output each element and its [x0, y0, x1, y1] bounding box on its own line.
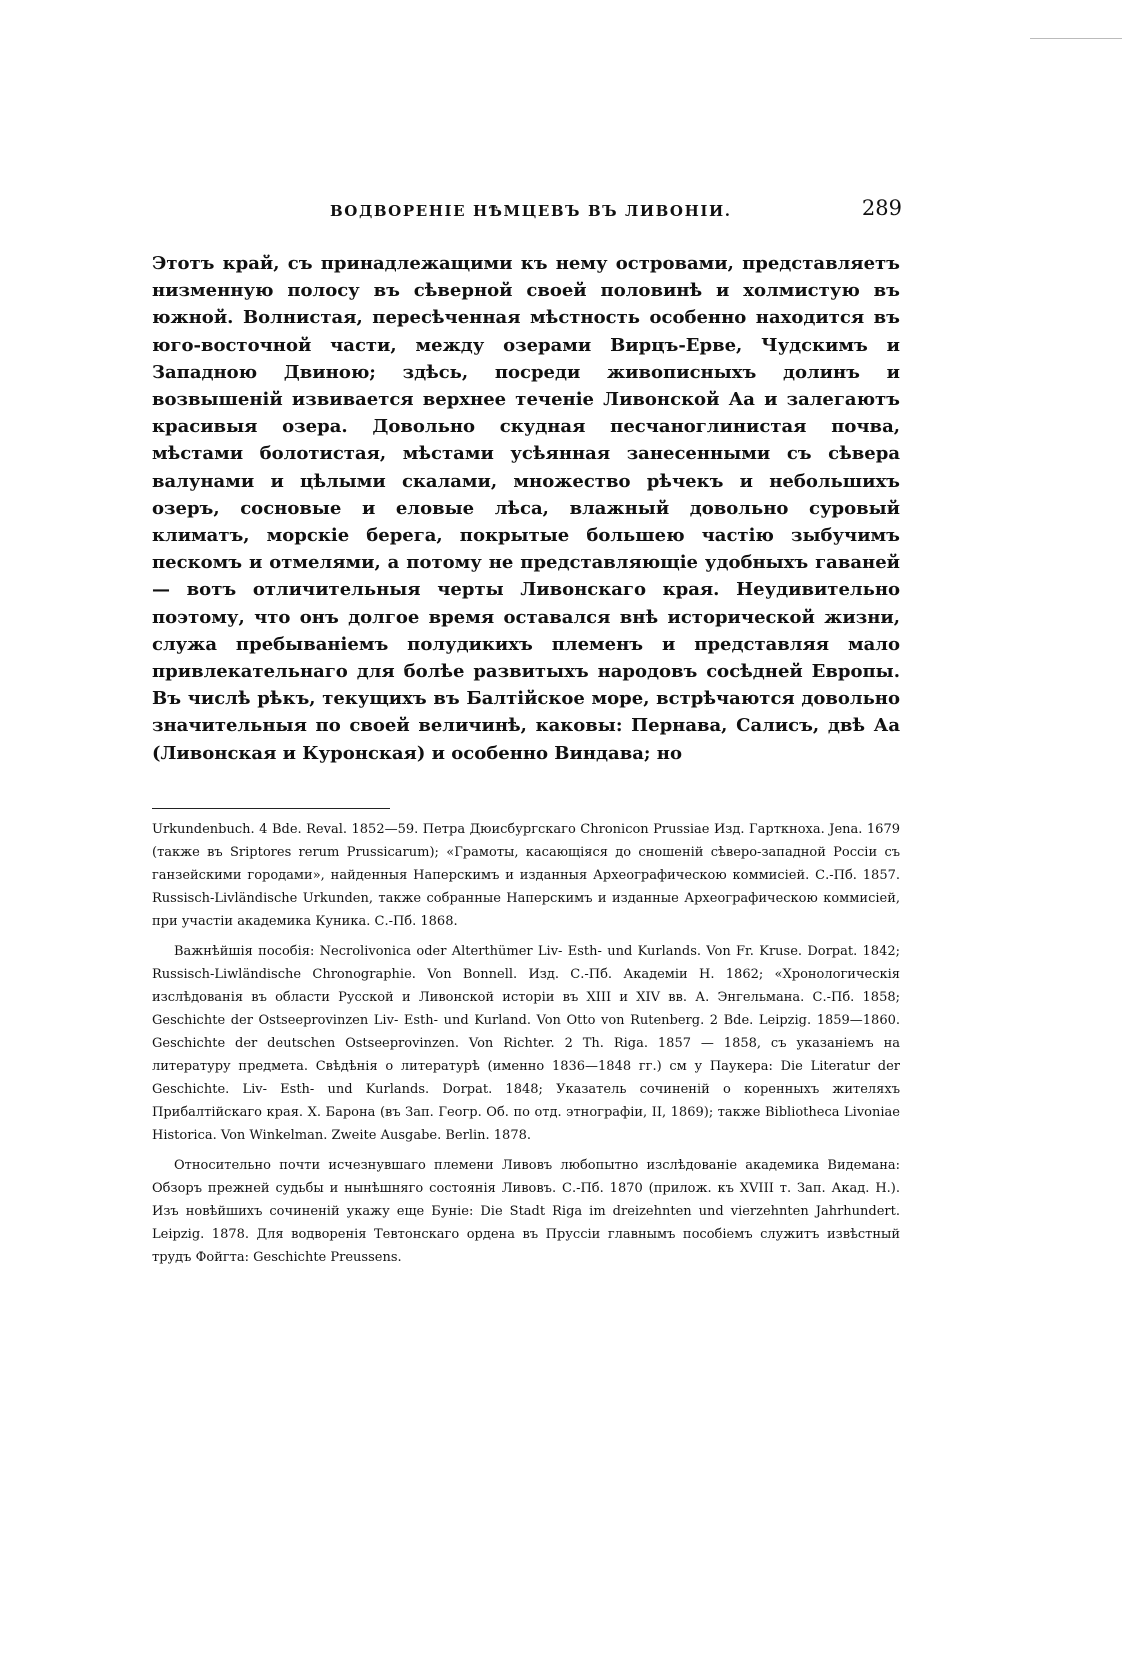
footnote-reference-works: Важнѣйшія пособія: Necrolivonica oder Alterthümer Liv- Esth- und Kurlands. Von Fr. Kruse. Dorpat. 1842; Russisch-Liwländische Chronographie. Von Bonnell. Изд. С.-Пб. Академіи Н. 1862; «Хронологическія изслѣдованія въ области Русской и Ливонской исторіи въ XIII и XIV вв. А. Энгельмана. С.-Пб. 1858; Geschichte der Ostseeprovinzen Liv- Esth- und Kurland. Von Otto von Rutenberg. 2 Bde. Leipzig. 1859—1860. Geschichte der deutschen Ostseeprovinzen. Von Richter. 2 Th. Riga. 1857 — 1858, съ указаніемъ на литературу предмета. Свѣдѣнія о литературѣ (именно 1836—1848 гг.) см у Паукера: Die Literatur der Geschichte. Liv- Esth- und Kurlands. Dorpat. 1848; Указатель сочиненій о коренныхъ жителяхъ Прибалтійскаго края. Х. Барона (въ Зап. Геогр. Об. по отд. этнографіи, II, 1869); также Bibliotheca Livoniae Historica. Von Winkelman. Zweite Ausgabe. Berlin. 1878.	[152, 944, 900, 1143]
main-paragraph: Этотъ край, съ принадлежащими къ нему островами, представляетъ низменную полосу въ сѣверной своей половинѣ и холмистую въ южной. Волнистая, пересѣченная мѣстность особенно находится въ юго-восточной части, между озерами Вирцъ-Ерве, Чудскимъ и Западною Двиною; здѣсь, посреди живописныхъ долинъ и возвышеній извивается верхнее теченіе Ливонской Аа и залегаютъ красивыя озера. Довольно скудная песчаноглинистая почва, мѣстами болотистая, мѣстами усѣянная занесенными съ сѣвера валунами и цѣлыми скалами, множество рѣчекъ и небольшихъ озеръ, сосновые и еловые лѣса, влажный довольно суровый климатъ, морскіе берега, покрытые большею частію зыбучимъ пескомъ и отмелями, а потому не представляющіе удобныхъ гаваней — вотъ отличительныя черты Ливонскаго края. Неудивительно поэтому, что онъ долгое время оставался внѣ исторической жизни, служа пребываніемъ полудикихъ племенъ и представляя мало привлекательнаго для болѣе развитыхъ народовъ сосѣдней Европы. Въ числѣ рѣкъ, текущихъ въ Балтійское море, встрѣчаются довольно значительныя по своей величинѣ, каковы: Пернава, Салисъ, двѣ Аа (Ливонская и Куронская) и особенно Виндава; но	[152, 253, 900, 764]
footnote-sources: Urkundenbuch. 4 Bde. Reval. 1852—59. Петра Дюисбургскаго Chronicon Prussiae Изд. Гарткноха. Jena. 1679 (также въ Sriptores rerum Prussicarum); «Грамоты, касающіяся до сношеній сѣверо-западной Россіи съ ганзейскими городами», найденныя Наперскимъ и изданныя Археографическою коммисіей. С.-Пб. 1857. Russisch-Livländische Urkunden, также собранные Наперскимъ и изданные Археографическою коммисіей, при участіи академика Куника. С.-Пб. 1868.	[152, 822, 900, 929]
footnotes	[152, 818, 900, 1276]
page-number: 289	[861, 196, 902, 220]
footnote-livs: Относительно почти исчезнувшаго племени Ливовъ любопытно изслѣдованіе академика Видемана: Обзоръ прежней судьбы и нынѣшняго состоянія Ливовъ. С.-Пб. 1870 (прилож. къ XVIII т. Зап. Акад. Н.). Изъ новѣйшихъ сочиненій укажу еще Буніе: Die Stadt Riga im dreizehnten und vierzehnten Jahrhundert. Leipzig. 1878. Для водворенія Тевтонскаго ордена въ Пруссіи главнымъ пособіемъ служитъ извѣстный трудъ Фойгта: Geschichte Preussens.	[152, 1158, 900, 1265]
running-head: ВОДВОРЕНІЕ НѢМЦЕВЪ ВЪ ЛИВОНІИ.	[330, 202, 732, 220]
scan-edge-line	[1030, 38, 1122, 39]
footnote-separator	[152, 808, 390, 809]
page-header	[150, 196, 902, 230]
